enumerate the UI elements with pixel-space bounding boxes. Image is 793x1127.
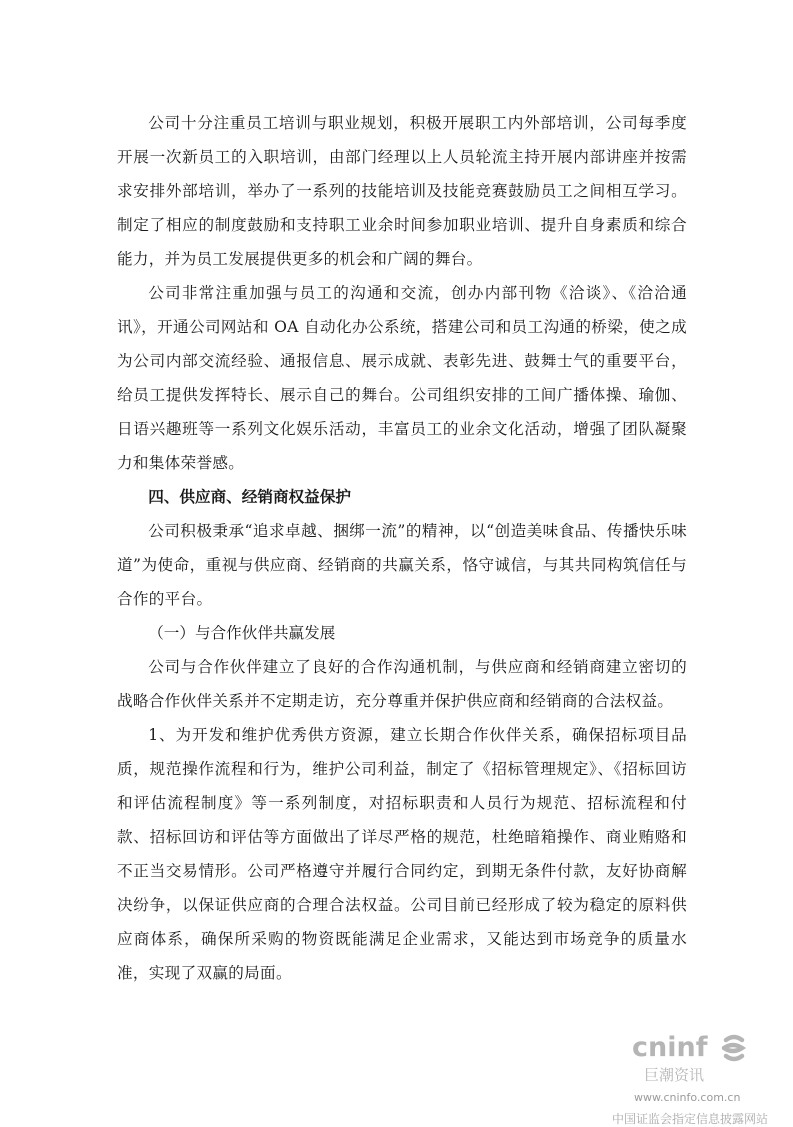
- document-body: [117, 106, 687, 990]
- section-heading-supplier-rights: 四、供应商、经销商权益保护: [148, 488, 351, 506]
- paragraph-partner-mechanism: 公司与合作伙伴建立了良好的合作沟通机制，与供应商和经销商建立密切的战略合作伙伴关系并不定期走访，充分尊重并保护供应商和经销商的合法权益。: [117, 658, 687, 710]
- paragraph-communication: 公司非常注重加强与员工的沟通和交流，创办内部刊物《洽谈》、《洽洽通讯》，开通公司网站和 OA 自动化办公系统，搭建公司和员工沟通的桥梁，使之成为公司内部交流经验、通报信息、展示成就、表彰先进、鼓舞士气的重要平台，给员工提供发挥特长、展示自己的舞台。公司组织安排的工间广播体操、瑜伽、日语兴趣班等一系列文化娱乐活动，丰富员工的业余文化活动，增强了团队凝聚力和集体荣誉感。: [117, 284, 687, 472]
- watermark-site-name: 中国证监会指定信息披露网站: [612, 1112, 769, 1126]
- watermark-url: www.cninfo.com.cn: [634, 1091, 741, 1104]
- wave-logo-icon: [724, 1037, 742, 1059]
- paragraph-training: 公司十分注重员工培训与职业规划，积极开展职工内外部培训，公司每季度开展一次新员工的入职培训，由部门经理以上人员轮流主持开展内部讲座并按需求安排外部培训，举办了一系列的技能培训及技能竞赛鼓励员工之间相互学习。制定了相应的制度鼓励和支持职工业余时间参加职业培训、提升自身素质和综合能力，并为员工发展提供更多的机会和广阔的舞台。: [117, 114, 687, 268]
- cninfo-logo: [630, 1028, 750, 1086]
- subheading-partner-win-win: （一）与合作伙伴共赢发展: [148, 624, 336, 642]
- paragraph-bidding-rules: 1、为开发和维护优秀供方资源，建立长期合作伙伴关系，确保招标项目品质，规范操作流程和行为，维护公司利益，制定了《招标管理规定》、《招标回访和评估流程制度》等一系列制度，对招标职责和人员行为规范、招标流程和付款、招标回访和评估等方面做出了详尽严格的规范，杜绝暗箱操作、商业贿赂和不正当交易情形。公司严格遵守并履行合同约定，到期无条件付款，友好协商解决纷争，以保证供应商的合理合法权益。公司目前已经形成了较为稳定的原料供应商体系，确保所采购的物资既能满足企业需求，又能达到市场竞争的质量水准，实现了双赢的局面。: [117, 726, 687, 982]
- svg-text:巨潮资讯: 巨潮资讯: [644, 1066, 705, 1084]
- svg-text:cninf: cninf: [632, 1032, 708, 1063]
- cninfo-watermark: [612, 1028, 792, 1126]
- paragraph-mission: 公司积极秉承“追求卓越、捆绑一流”的精神，以“创造美味食品、传播快乐味道”为使命，重视与供应商、经销商的共赢关系，恪守诚信，与其共同构筑信任与合作的平台。: [117, 522, 687, 608]
